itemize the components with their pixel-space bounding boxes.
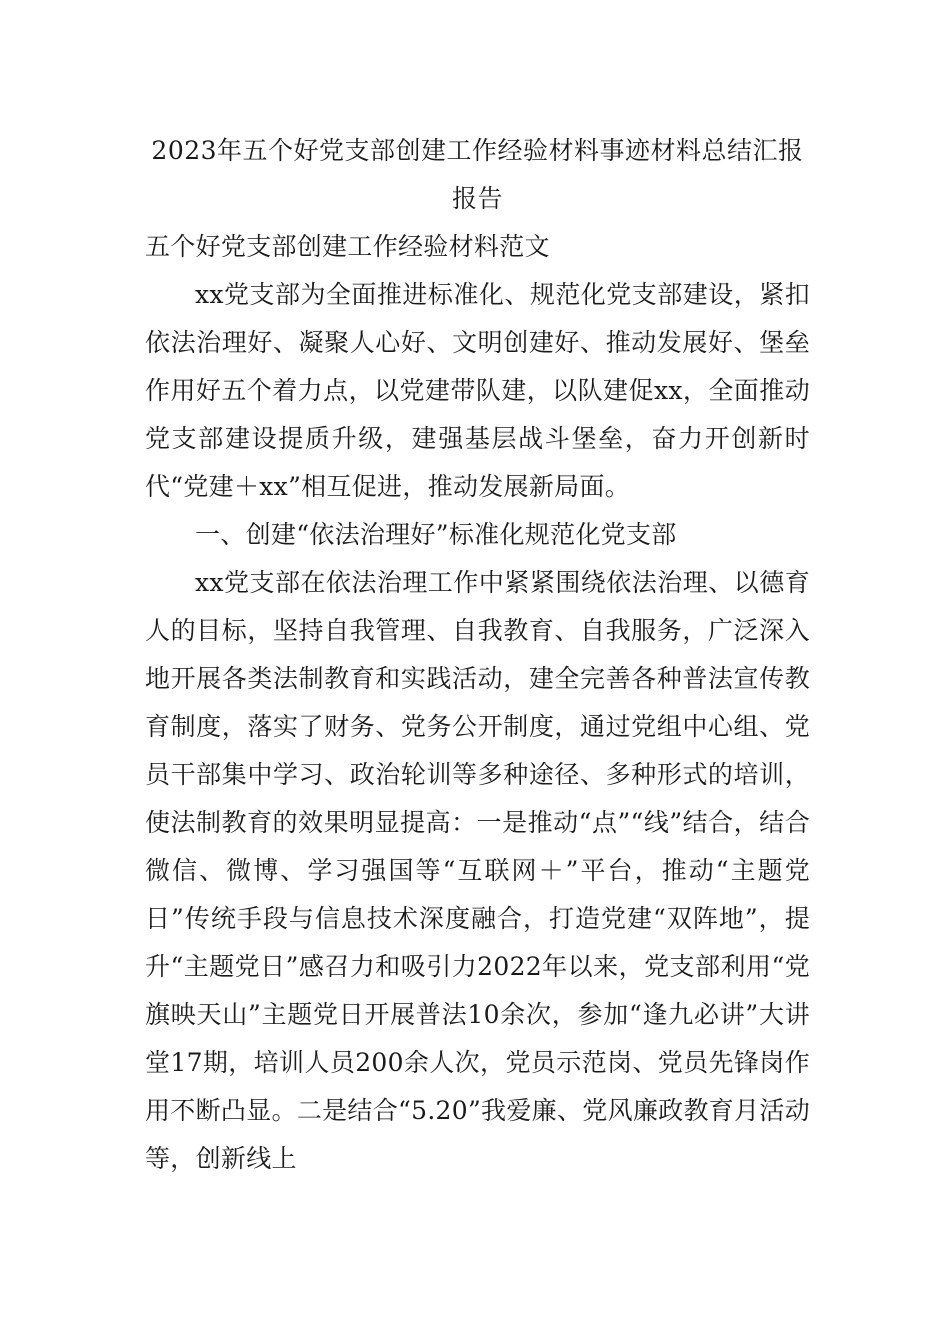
section-heading-1: 一、创建“依法治理好”标准化规范化党支部 [195, 520, 677, 549]
document-subtitle: 五个好党支部创建工作经验材料范文 [145, 232, 550, 261]
intro-paragraph: xx党支部为全面推进标准化、规范化党支部建设，紧扣依法治理好、凝聚人心好、文明创建好、推动发展好、堡垒作用好五个着力点，以党建带队建，以队建促xx，全面推动党支部建设提质升级，建强基层战斗堡垒，奋力开创新时代“党建＋xx”相互促进，推动发展新局面。 [145, 280, 810, 501]
document-body [145, 127, 810, 1183]
section-1-paragraph: xx党支部在依法治理工作中紧紧围绕依法治理、以德育人的目标，坚持自我管理、自我教育、自我服务，广泛深入地开展各类法制教育和实践活动，建全完善各种普法宣传教育制度，落实了财务、党务公开制度，通过党组中心组、党员干部集中学习、政治轮训等多种途径、多种形式的培训，使法制教育的效果明显提高：一是推动“点”“线”结合，结合微信、微博、学习强国等“互联网＋”平台，推动“主题党日”传统手段与信息技术深度融合，打造党建“双阵地”，提升“主题党日”感召力和吸引力2022年以来，党支部利用“党旗映天山”主题党日开展普法10余次，参加“逢九必讲”大讲堂17期，培训人员200余人次，党员示范岗、党员先锋岗作用不断凸显。二是结合“5.20”我爱廉、党风廉政教育月活动等，创新线上 [145, 568, 810, 1173]
document-title: 2023年五个好党支部创建工作经验材料事迹材料总结汇报报告 [151, 136, 804, 213]
